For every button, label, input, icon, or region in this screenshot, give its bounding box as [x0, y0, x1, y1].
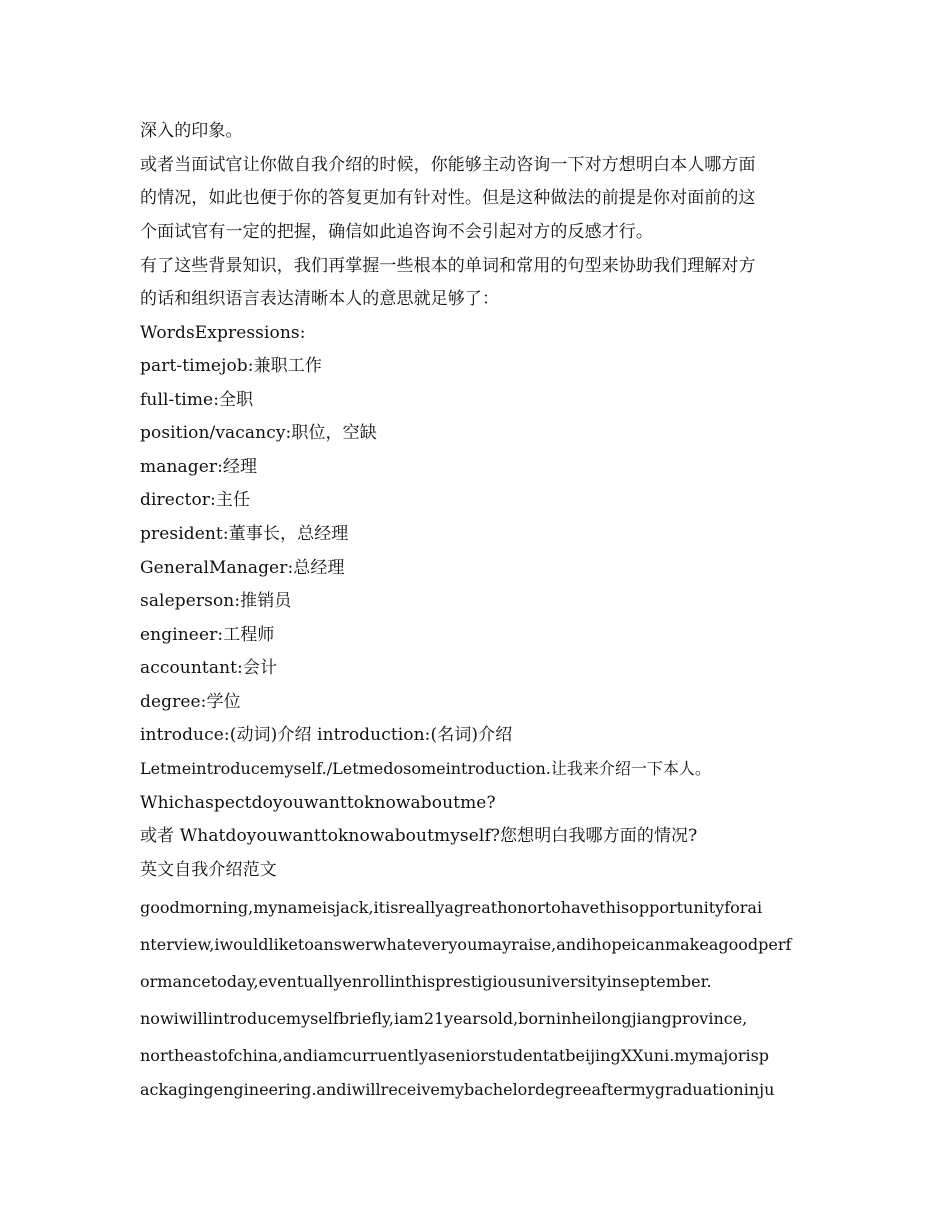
sample-text-line: ackagingengineering.andiwillreceivemybachelordegreeaftermygraduationinju: [140, 1080, 775, 1099]
expression-item: Letmeintroducemyself./Letmedosomeintroduction.让我来介绍一下本人。: [140, 759, 711, 778]
vocab-item: GeneralManager:总经理: [140, 558, 345, 578]
section-heading: WordsExpressions:: [140, 323, 306, 343]
text-line: 的情况，如此也便于你的答复更加有针对性。但是这种做法的前提是你对面前的这: [140, 188, 756, 208]
text-line: 深入的印象。: [140, 121, 243, 141]
vocab-item: manager:经理: [140, 457, 258, 477]
vocab-item: position/vacancy:职位，空缺: [140, 423, 377, 443]
vocab-item: engineer:工程师: [140, 625, 275, 645]
vocab-item: accountant:会计: [140, 658, 278, 678]
vocab-item: part-timejob:兼职工作: [140, 356, 322, 376]
expression-item: Whichaspectdoyouwanttoknowaboutme?: [140, 793, 496, 813]
text-line: 或者当面试官让你做自我介绍的时候，你能够主动咨询一下对方想明白本人哪方面: [140, 155, 756, 175]
vocab-item: degree:学位: [140, 692, 241, 712]
sample-text-line: ormancetoday,eventuallyenrollinthisprestigiousuniversityinseptember.: [140, 972, 712, 991]
sample-text-line: goodmorning,mynameisjack,itisreallyagreathonortohavethisopportunityforai: [140, 898, 763, 917]
vocab-item: introduce:(动词)介绍 introduction:(名词)介绍: [140, 725, 513, 745]
section-heading: 英文自我介绍范文: [140, 860, 277, 880]
vocab-item: full-time:全职: [140, 390, 254, 410]
vocab-item: president:董事长，总经理: [140, 524, 349, 544]
vocab-item: saleperson:推销员: [140, 591, 292, 611]
sample-text-line: nowiwillintroducemyselfbriefly,iam21yearsold,borninheilongjiangprovince,: [140, 1009, 748, 1028]
text-line: 个面试官有一定的把握，确信如此追咨询不会引起对方的反感才行。: [140, 222, 653, 242]
vocab-item: director:主任: [140, 490, 251, 510]
sample-text-line: nterview,iwouldliketoanswerwhateveryoumayraise,andihopeicanmakeagoodperf: [140, 935, 792, 954]
expression-item: 或者 Whatdoyouwanttoknowaboutmyself?您想明白我哪方面的情况?: [140, 826, 698, 846]
text-line: 有了这些背景知识，我们再掌握一些根本的单词和常用的句型来协助我们理解对方: [140, 256, 756, 276]
sample-text-line: northeastofchina,andiamcurruentlyaseniorstudentatbeijingXXuni.mymajorisp: [140, 1046, 770, 1065]
text-line: 的话和组织语言表达清晰本人的意思就足够了：: [140, 289, 500, 309]
